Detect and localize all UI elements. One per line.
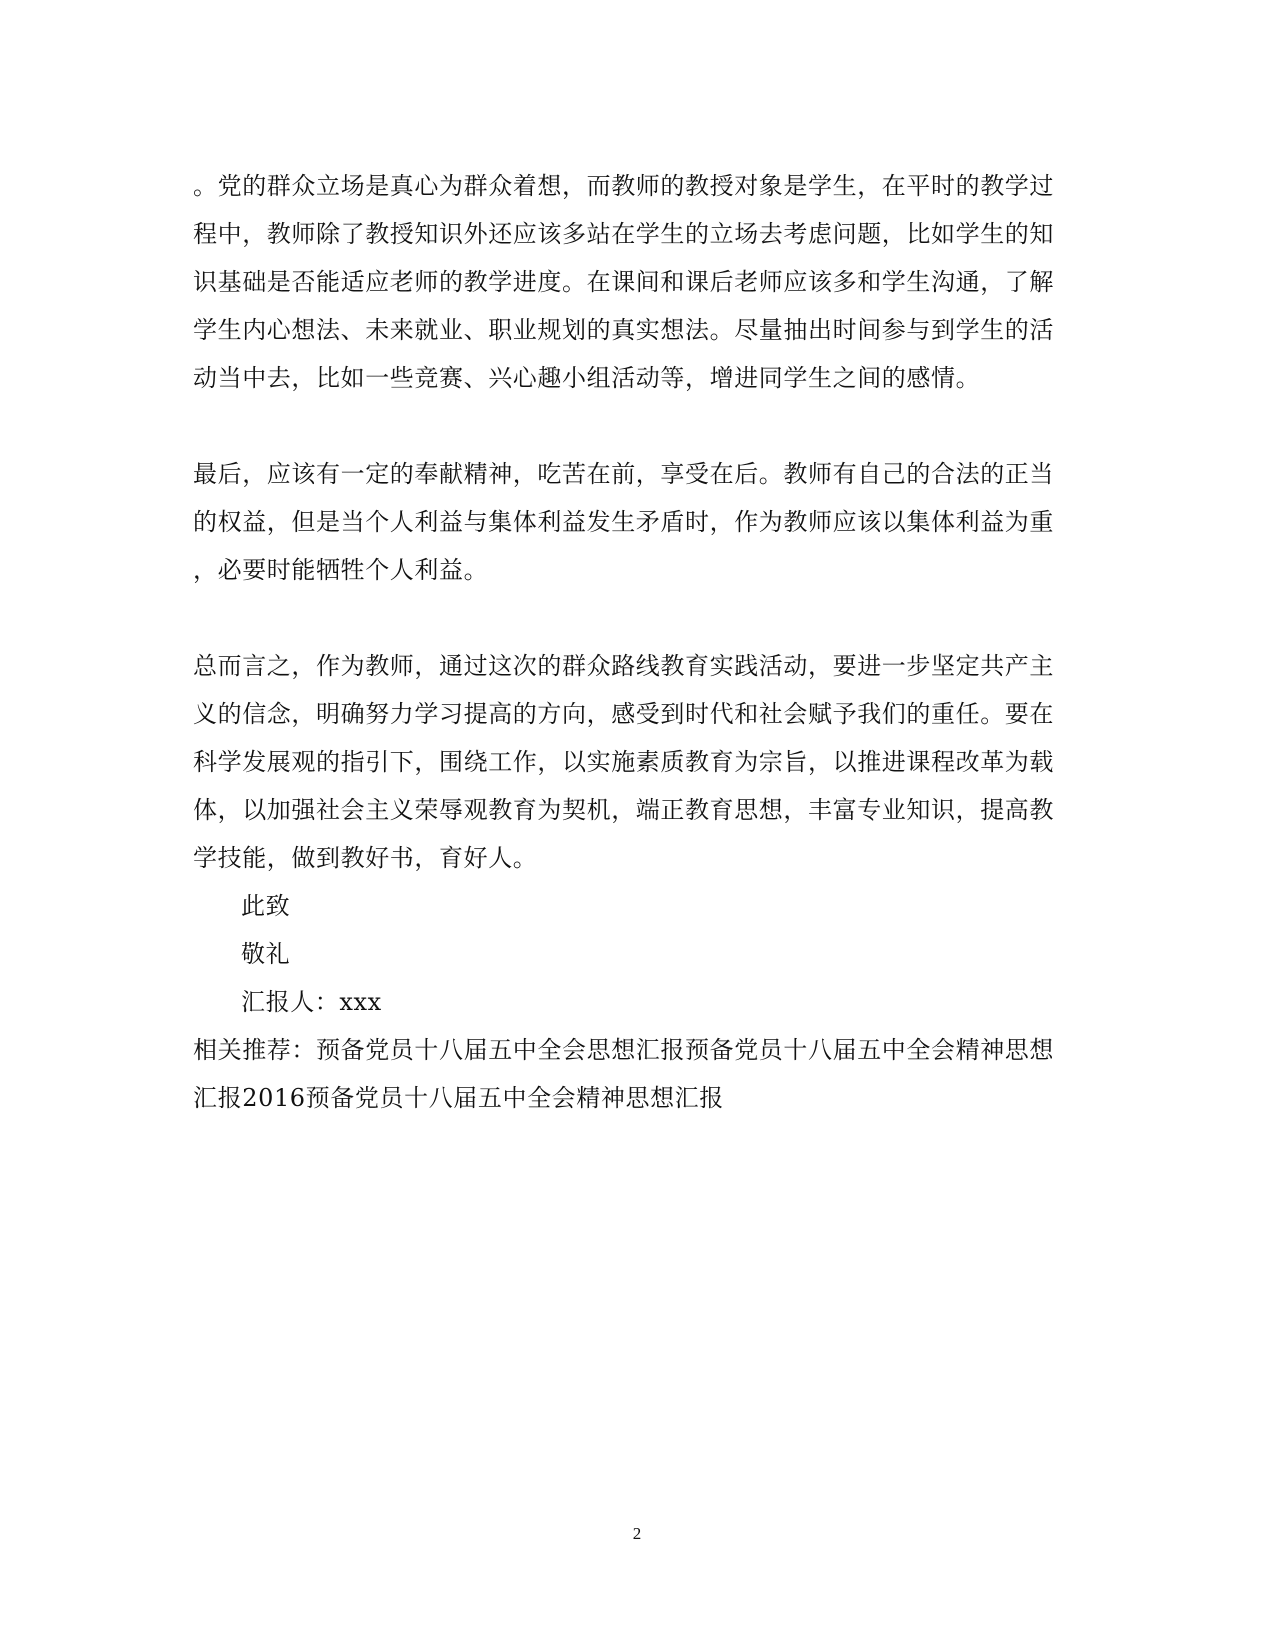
document-body — [193, 162, 1073, 1122]
text-line: 体，以加强社会主义荣辱观教育为契机，端正教育思想，丰富专业知识，提高教 — [193, 796, 1054, 824]
closing-salutation: 此致 — [241, 892, 291, 920]
page-number: 2 — [632, 1524, 642, 1543]
letter-closing — [193, 882, 1073, 1026]
text-line: 科学发展观的指引下，围绕工作，以实施素质教育为宗旨，以推进课程改革为载 — [193, 748, 1054, 776]
text-line: 学技能，做到教好书，育好人。 — [193, 844, 538, 872]
paragraph-dedication — [193, 450, 1073, 594]
related-line: 相关推荐：预备党员十八届五中全会思想汇报预备党员十八届五中全会精神思想 — [193, 1036, 1054, 1064]
related-line: 汇报2016预备党员十八届五中全会精神思想汇报 — [193, 1084, 724, 1112]
reporter-signature: 汇报人：xxx — [241, 988, 382, 1016]
text-line: 义的信念，明确努力学习提高的方向，感受到时代和社会赋予我们的重任。要在 — [193, 700, 1054, 728]
text-line: ，必要时能牺牲个人利益。 — [193, 556, 489, 584]
paragraph-gap — [193, 402, 1073, 450]
paragraph-conclusion — [193, 642, 1073, 882]
text-line: 总而言之，作为教师，通过这次的群众路线教育实践活动，要进一步坚定共产主 — [193, 652, 1054, 680]
text-line: 。党的群众立场是真心为群众着想，而教师的教授对象是学生，在平时的教学过 — [193, 172, 1054, 200]
text-line: 最后，应该有一定的奉献精神，吃苦在前，享受在后。教师有自己的合法的正当 — [193, 460, 1054, 488]
text-line: 程中，教师除了教授知识外还应该多站在学生的立场去考虑问题，比如学生的知 — [193, 220, 1054, 248]
text-line: 的权益，但是当个人利益与集体利益发生矛盾时，作为教师应该以集体利益为重 — [193, 508, 1054, 536]
text-line: 学生内心想法、未来就业、职业规划的真实想法。尽量抽出时间参与到学生的活 — [193, 316, 1054, 344]
closing-regards: 敬礼 — [241, 940, 291, 968]
text-line: 识基础是否能适应老师的教学进度。在课间和课后老师应该多和学生沟通，了解 — [193, 268, 1054, 296]
related-recommendations — [193, 1026, 1073, 1122]
text-line: 动当中去，比如一些竞赛、兴心趣小组活动等，增进同学生之间的感情。 — [193, 364, 981, 392]
paragraph-mass-line — [193, 162, 1073, 402]
paragraph-gap — [193, 594, 1073, 642]
